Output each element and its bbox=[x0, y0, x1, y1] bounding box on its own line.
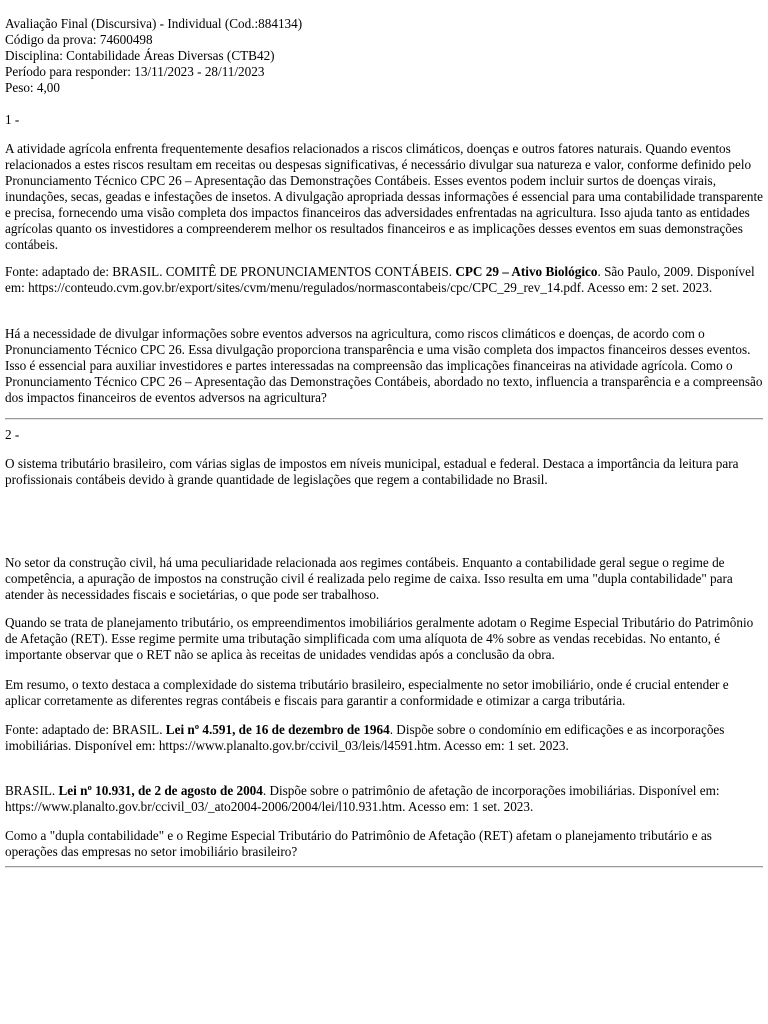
question-2-paragraph-1: O sistema tributário brasileiro, com várias siglas de impostos em níveis municipal, estadual e federal. Destaca a importância da leitura para profissionais contábeis devido à grande quantidade de legislações que regem a contabilidade no Brasil. bbox=[5, 456, 739, 487]
question-2-paragraph-2: No setor da construção civil, há uma peculiaridade relacionada aos regimes contábeis. Enquanto a contabilidade geral segue o regime de competência, a apuração de impostos na construção civil é realizada pelo regime de caixa. Isso resulta em uma "dupla contabilidade" para atender às necessidades fiscais e societárias, o que pode ser trabalhoso. bbox=[5, 555, 733, 602]
exam-header bbox=[5, 16, 763, 96]
question-2-text: Como a "dupla contabilidade" e o Regime Especial Tributário do Patrimônio de Afetação (RET) afetam o planejamento tributário e as operações das empresas no setor imobiliário brasileiro? bbox=[5, 828, 712, 859]
exam-period: Período para responder: 13/11/2023 - 28/11/2023 bbox=[5, 64, 265, 79]
question-2-source-2: BRASIL. Lei nº 10.931, de 2 de agosto de 2004. Dispõe sobre o patrimônio de afetação de incorporações imobiliárias. Disponível em: https://www.planalto.gov.br/ccivil_03/_ato2004-2006/2004/lei/l10.931.htm. Acesso em: 1 set. 2023. bbox=[5, 783, 720, 814]
question-2-paragraph-3: Quando se trata de planejamento tributário, os empreendimentos imobiliários geralmente adotam o Regime Especial Tributário do Patrimônio de Afetação (RET). Esse regime permite uma tributação simplificada com uma alíquota de 4% sobre as vendas recebidas. No entanto, é importante observar que o RET não se aplica às receitas de unidades vendidas após a conclusão da obra. bbox=[5, 615, 754, 662]
question-2-paragraph-4: Em resumo, o texto destaca a complexidade do sistema tributário brasileiro, especialmente no setor imobiliário, onde é crucial entender e aplicar corretamente as diferentes regras contábeis e fiscais para garantir a conformidade e otimizar a carga tributária. bbox=[5, 677, 729, 708]
question-2-source-1-title: Lei nº 4.591, de 16 de dezembro de 1964 bbox=[165, 722, 390, 737]
question-1-source: Fonte: adaptado de: BRASIL. COMITÊ DE PRONUNCIAMENTOS CONTÁBEIS. CPC 29 – Ativo Biológico. São Paulo, 2009. Disponível em: https://conteudo.cvm.gov.br/export/sites/cvm/menu/regulados/normascontabeis/cpc/CPC_29_rev_14.pdf. Acesso em: 2 set. 2023. bbox=[5, 264, 755, 295]
question-2-number: 2 - bbox=[5, 427, 20, 442]
divider bbox=[5, 866, 763, 868]
question-1-source-title: CPC 29 – Ativo Biológico bbox=[455, 264, 598, 279]
divider bbox=[5, 418, 763, 420]
exam-discipline: Disciplina: Contabilidade Áreas Diversas (CTB42) bbox=[5, 48, 275, 63]
question-1-paragraph: A atividade agrícola enfrenta frequentemente desafios relacionados a riscos climáticos, doenças e outros fatores naturais. Quando eventos relacionados a estes riscos resultam em receitas ou despesas significativas, é necessário divulgar sua natureza e valor, conforme definido pelo Pronunciamento Técnico CPC 26 – Apresentação das Demonstrações Contábeis. Esses eventos podem incluir surtos de doenças virais, inundações, secas, geadas e infestações de insetos. A divulgação apropriada dessas informações é essencial para uma contabilidade transparente e precisa, fornecendo uma visão completa dos impactos financeiros das adversidades enfrentadas na agricultura. Isso ajuda tanto as entidades agrícolas quanto os investidores a compreenderem melhor os resultados financeiros e as implicações desses eventos em suas demonstrações contábeis. bbox=[5, 141, 763, 252]
exam-weight: Peso: 4,00 bbox=[5, 80, 60, 95]
question-1-number: 1 - bbox=[5, 112, 20, 127]
exam-title: Avaliação Final (Discursiva) - Individual (Cod.:884134) bbox=[5, 16, 303, 31]
question-2-source-2-title: Lei nº 10.931, de 2 de agosto de 2004 bbox=[58, 783, 263, 798]
question-1-text: Há a necessidade de divulgar informações sobre eventos adversos na agricultura, como riscos climáticos e doenças, de acordo com o Pronunciamento Técnico CPC 26. Essa divulgação proporciona transparência e uma visão completa dos impactos financeiros desses eventos. Isso é essencial para auxiliar investidores e partes interessadas na compreensão das implicações financeiras na atividade agrícola. Como o Pronunciamento Técnico CPC 26 – Apresentação das Demonstrações Contábeis, abordado no texto, influencia a transparência e a compreensão dos impactos financeiros de eventos adversos na agricultura? bbox=[5, 326, 763, 405]
question-2-source-1: Fonte: adaptado de: BRASIL. Lei nº 4.591, de 16 de dezembro de 1964. Dispõe sobre o condomínio em edificações e as incorporações imobiliárias. Disponível em: https://www.planalto.gov.br/ccivil_03/leis/l4591.htm. Acesso em: 1 set. 2023. bbox=[5, 722, 725, 753]
exam-code: Código da prova: 74600498 bbox=[5, 32, 153, 47]
